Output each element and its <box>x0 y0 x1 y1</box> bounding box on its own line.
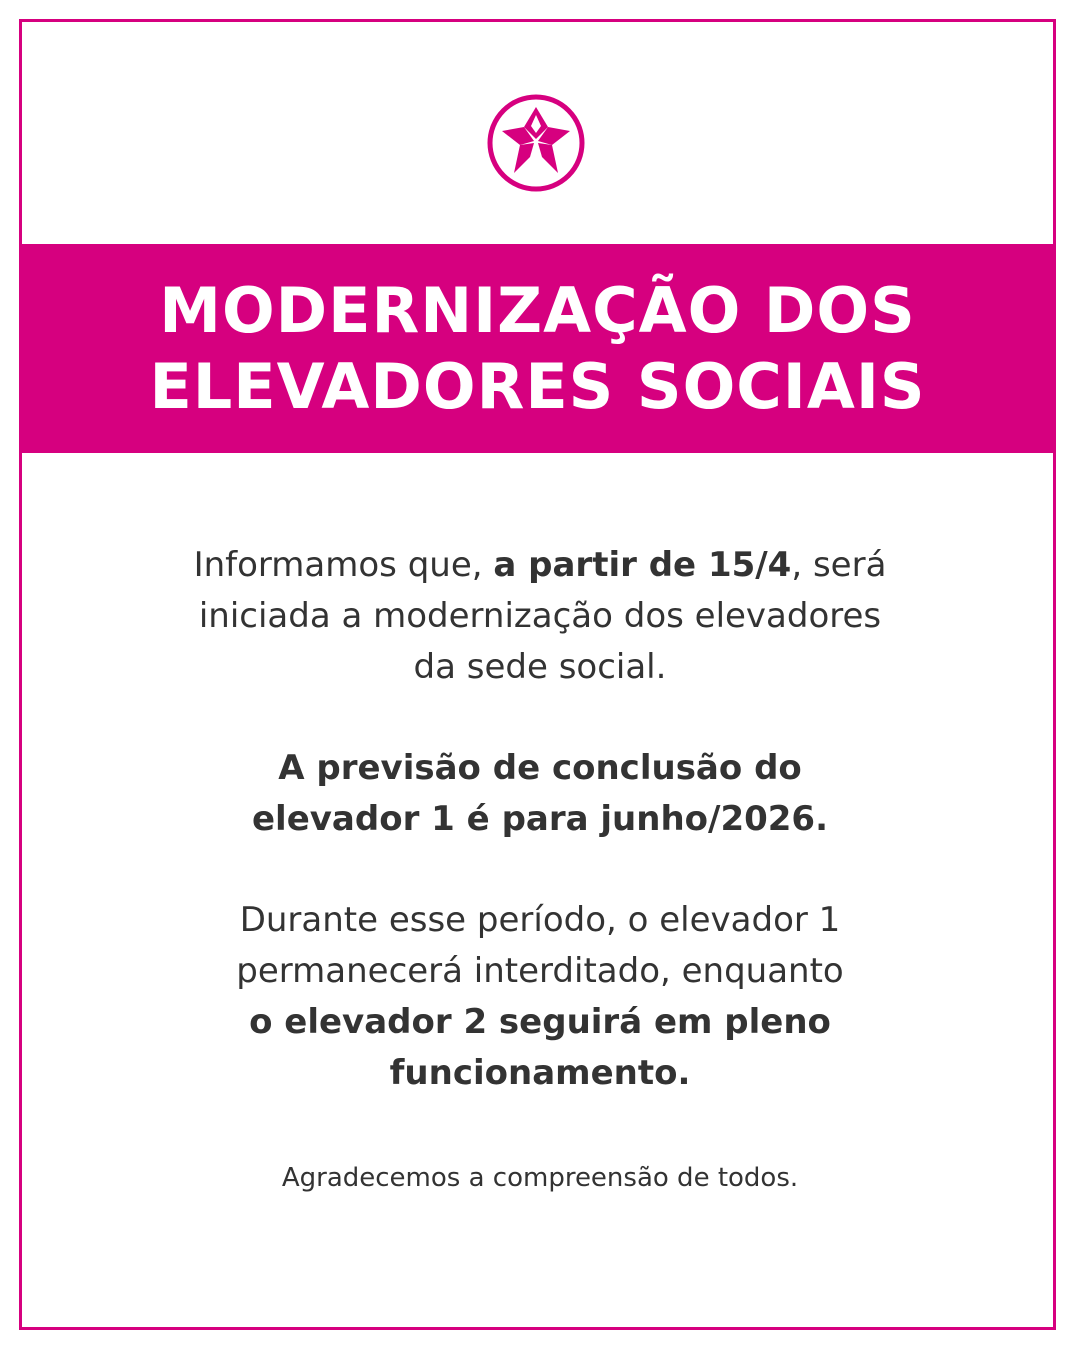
flower-star-logo-icon <box>486 93 586 193</box>
title-line-2: ELEVADORES SOCIAIS <box>149 349 926 423</box>
title-banner <box>19 244 1056 453</box>
period-line-2: permanecerá interditado, enquanto <box>236 951 844 991</box>
intro-line-1 <box>60 540 1020 591</box>
intro-line-1-pre: Informamos que, <box>193 545 494 585</box>
period-line-4: funcionamento. <box>389 1053 691 1093</box>
completion-forecast-paragraph <box>60 743 1020 845</box>
period-paragraph <box>60 895 1020 1099</box>
title-line-1: MODERNIZAÇÃO DOS <box>159 273 916 347</box>
period-line-3: o elevador 2 seguirá em pleno <box>249 1002 831 1042</box>
intro-paragraph <box>60 540 1020 693</box>
start-date-text: a partir de 15/4 <box>493 545 792 585</box>
thank-you-footer: Agradecemos a compreensão de todos. <box>281 1163 799 1193</box>
intro-line-2: iniciada a modernização dos elevadores <box>198 596 882 636</box>
intro-line-3: da sede social. <box>413 647 667 687</box>
forecast-line-2: elevador 1 é para junho/2026. <box>252 799 828 839</box>
period-line-1: Durante esse período, o elevador 1 <box>239 900 841 940</box>
forecast-line-1: A previsão de conclusão do <box>278 748 802 788</box>
intro-line-1-post: , será <box>791 545 887 585</box>
